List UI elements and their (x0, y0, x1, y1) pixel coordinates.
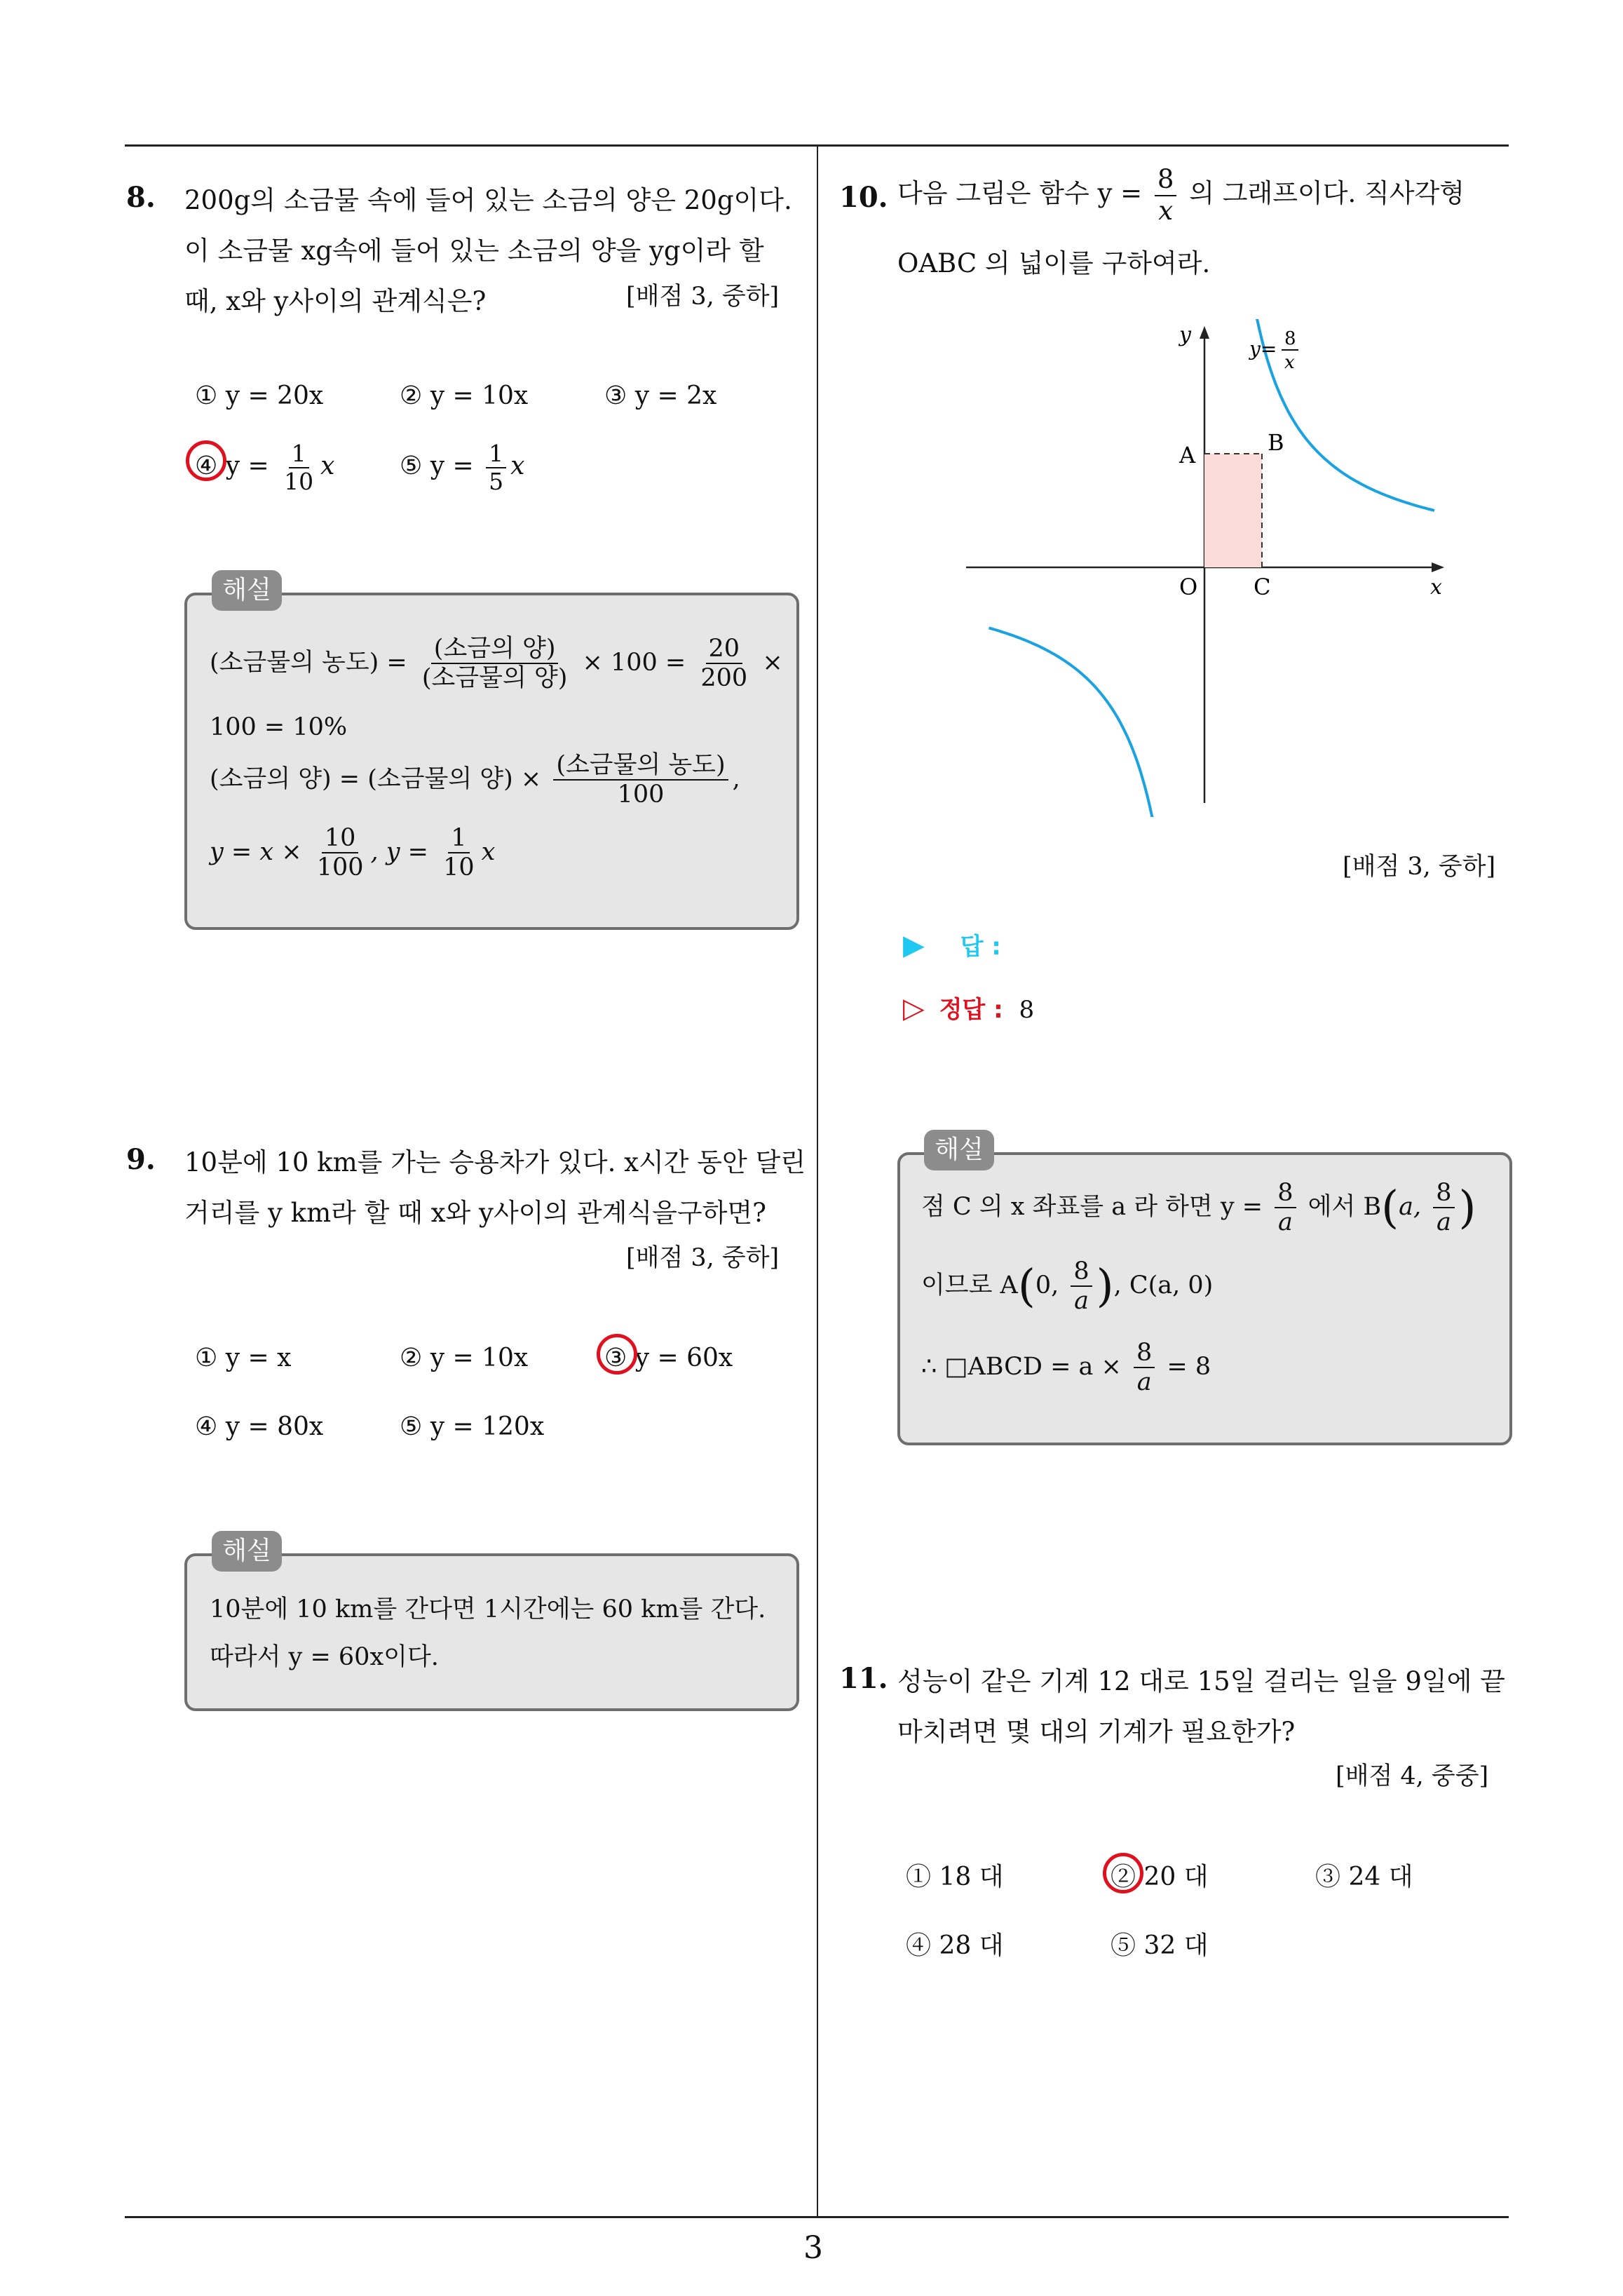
fraction-denominator: 100 (316, 853, 364, 882)
question-number: 11. (839, 1662, 888, 1695)
fraction-denominator: x (1158, 195, 1174, 226)
fraction-numerator: (소금물의 농도) (553, 751, 728, 781)
fraction-denominator: a (1136, 1368, 1152, 1397)
point-b-label: B (1268, 429, 1284, 456)
solution-line-2: 100 = 10% (210, 713, 348, 741)
solution-line-2: 이므로 A(0, $\frac{8}{a}$ ), C(a, 0) (921, 1257, 1214, 1316)
text: × (762, 648, 783, 677)
solution-line-1: 10분에 10 km를 간다면 1시간에는 60 km를 간다. (210, 1595, 766, 1623)
fraction-numerator: 8 (1433, 1179, 1454, 1208)
question-number: 9. (126, 1143, 156, 1176)
score-label: [배점 4, 중중] (1336, 1762, 1489, 1790)
y-axis-label: y (1179, 323, 1191, 347)
fraction-denominator: 200 (700, 664, 748, 693)
fraction-numerator: (소금의 양) (431, 635, 559, 664)
point-o-label: O (1179, 574, 1198, 600)
point-a-label: A (1179, 442, 1196, 468)
solution-line-1 (210, 635, 783, 693)
question-text: OABC 의 넓이를 구하여라. (897, 248, 1211, 278)
fraction-denominator: 5 (489, 467, 504, 495)
option-1[interactable]: ① y = 20x (195, 381, 324, 410)
point-c-label: C (1254, 574, 1271, 600)
solution-tag: 해설 (924, 1130, 994, 1170)
solution-line-1: 점 C 의 x 좌표를 a 라 하면 y = $\frac{8}{a}$ 에서 B(a, $\frac{8}{a}$ ) (921, 1179, 1476, 1237)
function-label-denominator: x (1284, 352, 1295, 373)
option-5-label: ⑤ y = (400, 451, 482, 480)
option-4[interactable]: ④ y = 80x (195, 1412, 324, 1441)
page-number: 3 (803, 2230, 823, 2266)
solution-line-3 (210, 751, 740, 809)
curve-third-quadrant (989, 628, 1190, 817)
option-1[interactable]: ① y = x (195, 1344, 292, 1372)
selected-answer-mark (186, 440, 226, 481)
hyperbola-graph (960, 319, 1451, 817)
question-text: 10분에 10 km를 가는 승용차가 있다. x시간 동안 달린 (184, 1147, 806, 1177)
question-text: 성능이 같은 기계 12 대로 15일 걸리는 일을 9일에 끝 (897, 1666, 1505, 1696)
answer-row (903, 927, 1001, 961)
question-text: 200g의 소금물 속에 들어 있는 소금의 양은 20g이다. (184, 185, 792, 215)
question-text: 마치려면 몇 대의 기계가 필요한가? (897, 1717, 1296, 1747)
score-label: [배점 3, 중하] (626, 1244, 780, 1272)
question-number: 10. (839, 181, 888, 214)
fraction-denominator: 10 (284, 467, 314, 495)
text: ∴ □ABCD = a × (921, 1352, 1122, 1381)
fraction-denominator: 10 (443, 853, 475, 882)
solution-box (184, 593, 799, 930)
question-text: 때, x와 y사이의 관계식은? (184, 286, 487, 316)
fraction-denominator: a (1074, 1287, 1089, 1316)
text: y = x × (210, 837, 302, 866)
variable: x (510, 451, 525, 480)
fraction-numerator: 8 (1275, 1179, 1296, 1208)
function-label: y= (1249, 337, 1277, 360)
fraction-numerator: 1 (448, 824, 469, 853)
text: × 100 = (582, 648, 686, 677)
fraction-numerator: 8 (1071, 1257, 1092, 1287)
selected-answer-mark (597, 1334, 637, 1375)
fraction-numerator: 10 (322, 824, 359, 853)
option-3[interactable]: ③ 24 대 (1315, 1863, 1413, 1891)
text: = 8 (1167, 1352, 1211, 1381)
option-3[interactable]: ③ y = 2x (604, 381, 717, 410)
text: (소금의 양) = (소금물의 양) × (210, 764, 542, 793)
option-5[interactable]: ⑤ y = 120x (400, 1412, 545, 1441)
text: , y = (370, 837, 428, 866)
text: 의 그래프이다. 직사각형 (1189, 178, 1465, 209)
correct-answer-value: 8 (1019, 996, 1035, 1024)
option-2[interactable]: ② y = 10x (400, 381, 529, 410)
fraction-numerator: 20 (706, 635, 743, 664)
option-2[interactable]: ② y = 10x (400, 1344, 529, 1372)
correct-answer-row (903, 990, 1034, 1025)
x-axis-arrow-icon (1432, 562, 1444, 572)
column-divider (817, 144, 818, 2217)
option-4[interactable]: ④ 28 대 (906, 1931, 1004, 1960)
function-label-numerator: 8 (1284, 328, 1296, 349)
question-text: 거리를 y km라 할 때 x와 y사이의 관계식을구하면? (184, 1198, 766, 1228)
option-5[interactable] (400, 440, 525, 495)
solution-box (897, 1152, 1512, 1445)
answer-label: 답 : (960, 933, 1001, 961)
option-5[interactable]: ⑤ 32 대 (1111, 1931, 1209, 1960)
rectangle-oabc (1204, 454, 1262, 567)
text: 0, (1035, 1271, 1059, 1299)
outline-arrow-icon: ▷ (903, 992, 925, 1025)
solution-tag: 해설 (212, 570, 282, 611)
question-text (897, 165, 1465, 226)
text: 다음 그림은 함수 y = (897, 178, 1143, 209)
text: , C(a, 0) (1113, 1271, 1214, 1299)
question-text: 이 소금물 xg속에 들어 있는 소금의 양을 yg이라 할 (184, 236, 764, 266)
text: , (732, 764, 740, 793)
text: a, (1399, 1192, 1422, 1221)
option-4-label: ④ y = (195, 451, 278, 480)
correct-answer-label: 정답 : (939, 996, 1003, 1024)
fraction-denominator: 100 (617, 781, 665, 809)
fraction-numerator: 8 (1155, 165, 1177, 196)
solution-tag: 해설 (212, 1531, 282, 1572)
fraction-numerator: 1 (486, 440, 506, 468)
solution-line-4 (210, 824, 495, 882)
question-number: 8. (126, 181, 156, 214)
fraction-denominator: a (1277, 1208, 1293, 1237)
variable: x (320, 451, 335, 480)
text: 이므로 A (921, 1271, 1018, 1299)
fraction-numerator: 8 (1134, 1339, 1155, 1368)
bottom-rule (125, 2216, 1509, 2218)
x-axis-label: x (1430, 575, 1442, 600)
solution-line-2: 따라서 y = 60x이다. (210, 1643, 439, 1671)
selected-answer-mark (1103, 1853, 1143, 1893)
score-label: [배점 3, 중하] (1343, 853, 1496, 881)
text: x (481, 837, 496, 866)
text: 에서 B (1308, 1192, 1382, 1221)
option-2[interactable]: ② 20 대 (1111, 1863, 1209, 1891)
option-1[interactable]: ① 18 대 (906, 1863, 1004, 1891)
fraction-numerator: 1 (289, 440, 309, 468)
play-arrow-icon: ▶ (903, 929, 925, 961)
solution-box (184, 1553, 799, 1711)
text: (소금물의 농도) = (210, 648, 407, 677)
text: 점 C 의 x 좌표를 a 라 하면 y = (921, 1192, 1263, 1221)
solution-line-3 (921, 1339, 1211, 1397)
fraction-denominator: a (1436, 1208, 1451, 1237)
option-3[interactable]: ③ y = 60x (604, 1344, 733, 1372)
score-label: [배점 3, 중하] (626, 283, 780, 311)
fraction-denominator: (소금물의 양) (421, 664, 568, 693)
y-axis-arrow-icon (1200, 326, 1209, 339)
